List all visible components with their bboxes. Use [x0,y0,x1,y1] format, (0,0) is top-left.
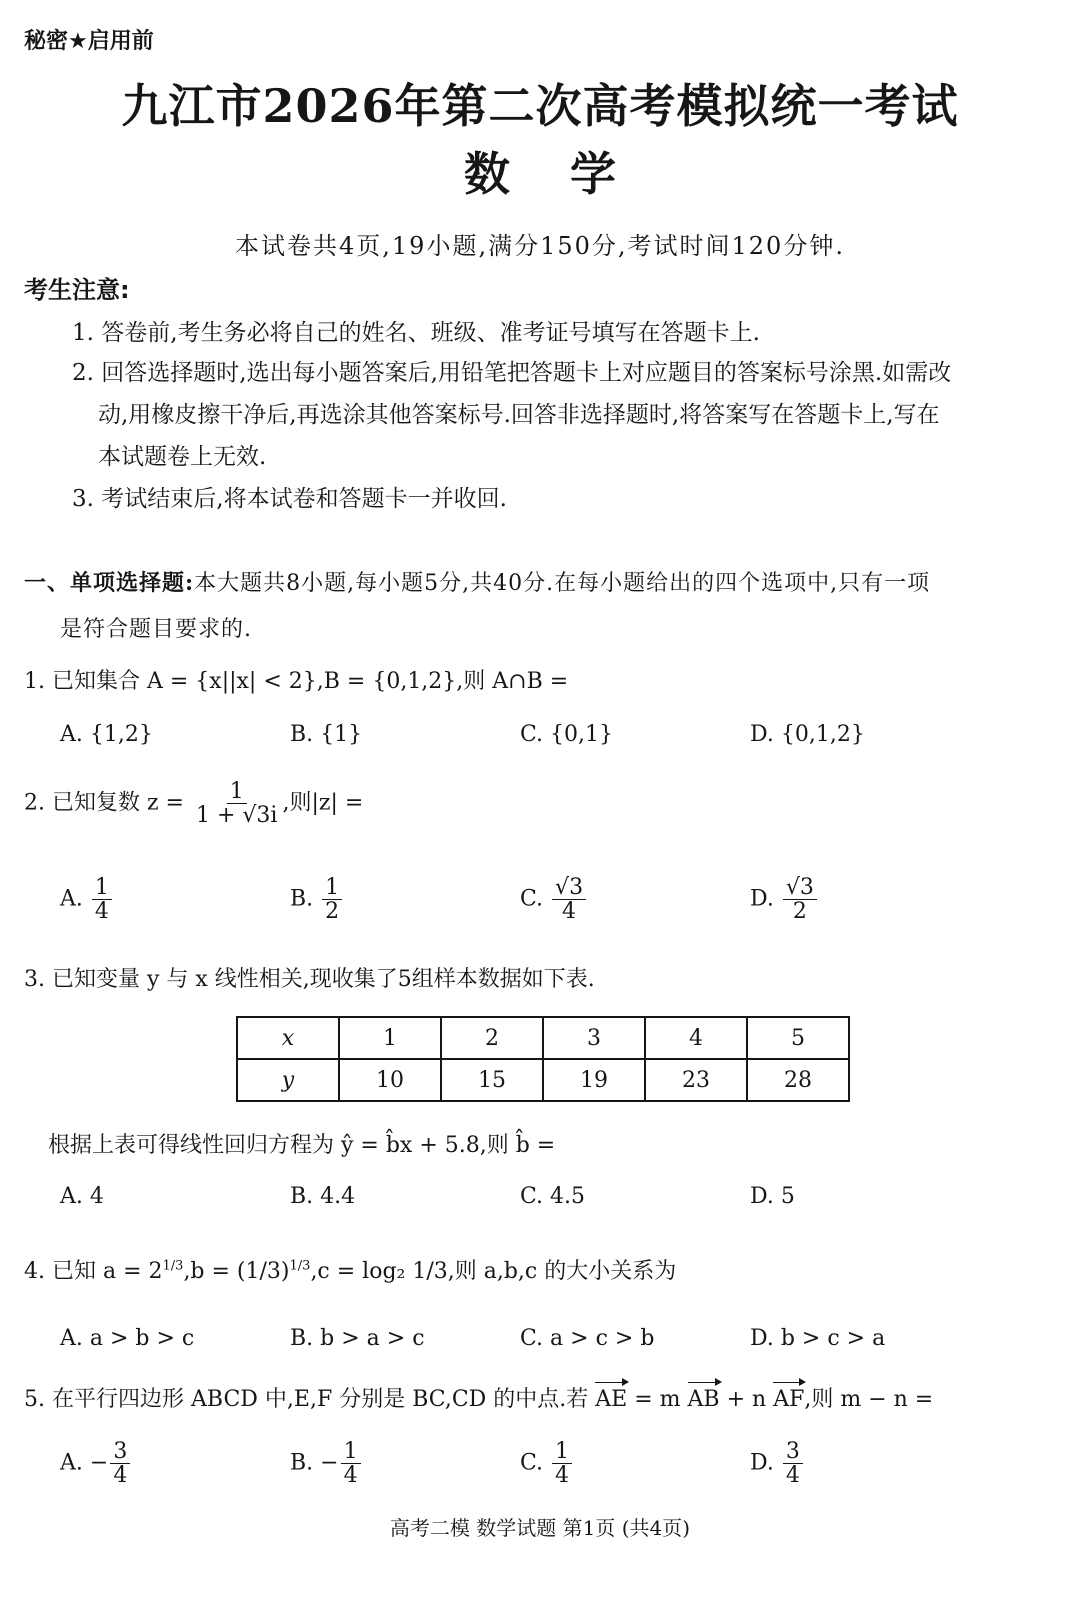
q1-option-b: B. {1} [290,722,363,747]
notice-item-2: 2. 回答选择题时,选出每小题答案后,用铅笔把答题卡上对应题目的答案标号涂黑.如需改 [72,360,952,386]
q2-option-d-num: √3 [783,876,817,900]
table-cell: 23 [645,1059,747,1101]
table-cell: x [237,1017,339,1059]
q2-option-a-den: 4 [94,899,109,925]
notice-heading: 考生注意: [24,276,130,304]
q2-option-d-label: D. [750,886,774,912]
table-cell: 19 [543,1059,645,1101]
q3-option-b: B. 4.4 [290,1184,356,1209]
table-cell: 10 [339,1059,441,1101]
q5-option-d-den: 4 [785,1463,800,1489]
q4-stem-b: ,b = (1/3) [183,1259,290,1284]
q5-option-a [60,1440,132,1487]
question-3-stem: 3. 已知变量 y 与 x 线性相关,现收集了5组样本数据如下表. [24,967,595,992]
q3-data-table [236,1016,850,1102]
question-5-stem [24,1382,933,1413]
section-1-title: 一、单项选择题: [24,570,195,596]
q1-option-a: A. {1,2} [60,722,153,747]
page-footer: 高考二模 数学试题 第1页 (共4页) [389,1516,691,1540]
q5-option-c-num: 1 [552,1440,572,1464]
q5-plus-n: + n [726,1387,767,1412]
q2-option-d [750,876,819,923]
q4-option-c: C. a > c > b [520,1326,655,1351]
section-1-heading [24,566,930,597]
q2-option-a-label: A. [60,886,83,912]
q2-option-b [290,876,344,923]
q2-fraction-num: 1 [227,780,247,804]
q2-option-c-den: 4 [562,899,577,925]
table-row-x [237,1017,849,1059]
q4-option-b: B. b > a > c [290,1326,425,1351]
q2-option-d-den: 2 [792,899,807,925]
exam-title: 九江市2026年第二次高考模拟统一考试 [121,79,959,133]
table-cell: 5 [747,1017,849,1059]
question-3-stem-2: 根据上表可得线性回归方程为 ŷ = b̂x + 5.8,则 b̂ = [48,1133,556,1158]
q1-option-c: C. {0,1} [520,722,614,747]
question-2-stem [24,780,363,827]
q4-option-d: D. b > c > a [750,1326,886,1351]
q3-option-c: C. 4.5 [520,1184,586,1209]
section-1-text-2: 是符合题目要求的. [60,617,252,642]
q5-option-b-den: 4 [343,1463,358,1489]
vector-af: AF [773,1387,805,1412]
table-cell: 2 [441,1017,543,1059]
q4-exponent-b: 1/3 [289,1258,311,1274]
table-cell: 3 [543,1017,645,1059]
q4-stem-c: ,c = log₂ 1/3,则 a,b,c 的大小关系为 [310,1259,677,1284]
q2-prefix: 2. 已知复数 z = [24,790,184,816]
vector-ab: AB [687,1387,720,1412]
q2-fraction-den: 1 + √3i [196,803,278,829]
table-cell: 4 [645,1017,747,1059]
table-cell: 1 [339,1017,441,1059]
q5-stem-a: 5. 在平行四边形 ABCD 中,E,F 分别是 BC,CD 的中点.若 [24,1387,589,1412]
q3-option-d: D. 5 [750,1184,795,1209]
q2-option-a-num: 1 [92,876,112,900]
q4-exponent-a: 1/3 [162,1258,184,1274]
q5-option-d-num: 3 [783,1440,803,1464]
notice-item-2-cont2: 本试题卷上无效. [98,444,267,470]
notice-item-2-cont: 动,用橡皮擦干净后,再选涂其他答案标号.回答非选择题时,将答案写在答题卡上,写在 [98,402,940,428]
question-1-stem: 1. 已知集合 A = {x||x| < 2},B = {0,1,2},则 A∩B = [24,669,569,694]
exam-info: 本试卷共4页,19小题,满分150分,考试时间120分钟. [235,232,845,260]
q1-option-d: D. {0,1,2} [750,722,865,747]
table-cell: y [237,1059,339,1101]
q5-option-b [290,1440,363,1487]
q5-option-a-label: A. [60,1450,83,1476]
confidential-label: 秘密★启用前 [24,29,154,54]
q2-option-b-den: 2 [325,899,340,925]
q5-eq-m: = m [634,1387,681,1412]
q5-option-c [520,1440,574,1487]
q2-option-c-label: C. [520,886,544,912]
q2-option-a [60,876,114,923]
q2-suffix: ,则|z| = [282,790,364,816]
q2-option-b-num: 1 [322,876,342,900]
table-row-y [237,1059,849,1101]
q4-stem-a: 4. 已知 a = 2 [24,1259,163,1284]
q2-fraction [193,780,280,827]
q5-option-c-den: 4 [555,1463,570,1489]
q2-option-b-label: B. [290,886,314,912]
q5-stem-b: ,则 m − n = [804,1387,934,1412]
q5-option-d-label: D. [750,1450,774,1476]
q4-option-a: A. a > b > c [60,1326,195,1351]
q2-option-c-num: √3 [552,876,586,900]
vector-ae: AE [595,1387,628,1412]
q5-option-b-label: B. [290,1450,314,1476]
q3-option-a: A. 4 [60,1184,104,1209]
section-1-text: 本大题共8小题,每小题5分,共40分.在每小题给出的四个选项中,只有一项 [194,571,931,596]
table-cell: 28 [747,1059,849,1101]
q5-option-b-sign: − [320,1450,339,1476]
table-cell: 15 [441,1059,543,1101]
q5-option-b-num: 1 [341,1440,361,1464]
q5-option-a-sign: − [89,1450,109,1476]
q5-option-c-label: C. [520,1450,544,1476]
q5-option-a-den: 4 [113,1463,128,1489]
notice-item-3: 3. 考试结束后,将本试卷和答题卡一并收回. [72,486,507,512]
question-4-stem [24,1254,676,1285]
notice-item-1: 1. 答卷前,考生务必将自己的姓名、班级、准考证号填写在答题卡上. [72,320,760,346]
q5-option-d [750,1440,805,1487]
q5-option-a-num: 3 [110,1440,130,1464]
q2-option-c [520,876,588,923]
subject-title: 数学 [464,147,676,201]
